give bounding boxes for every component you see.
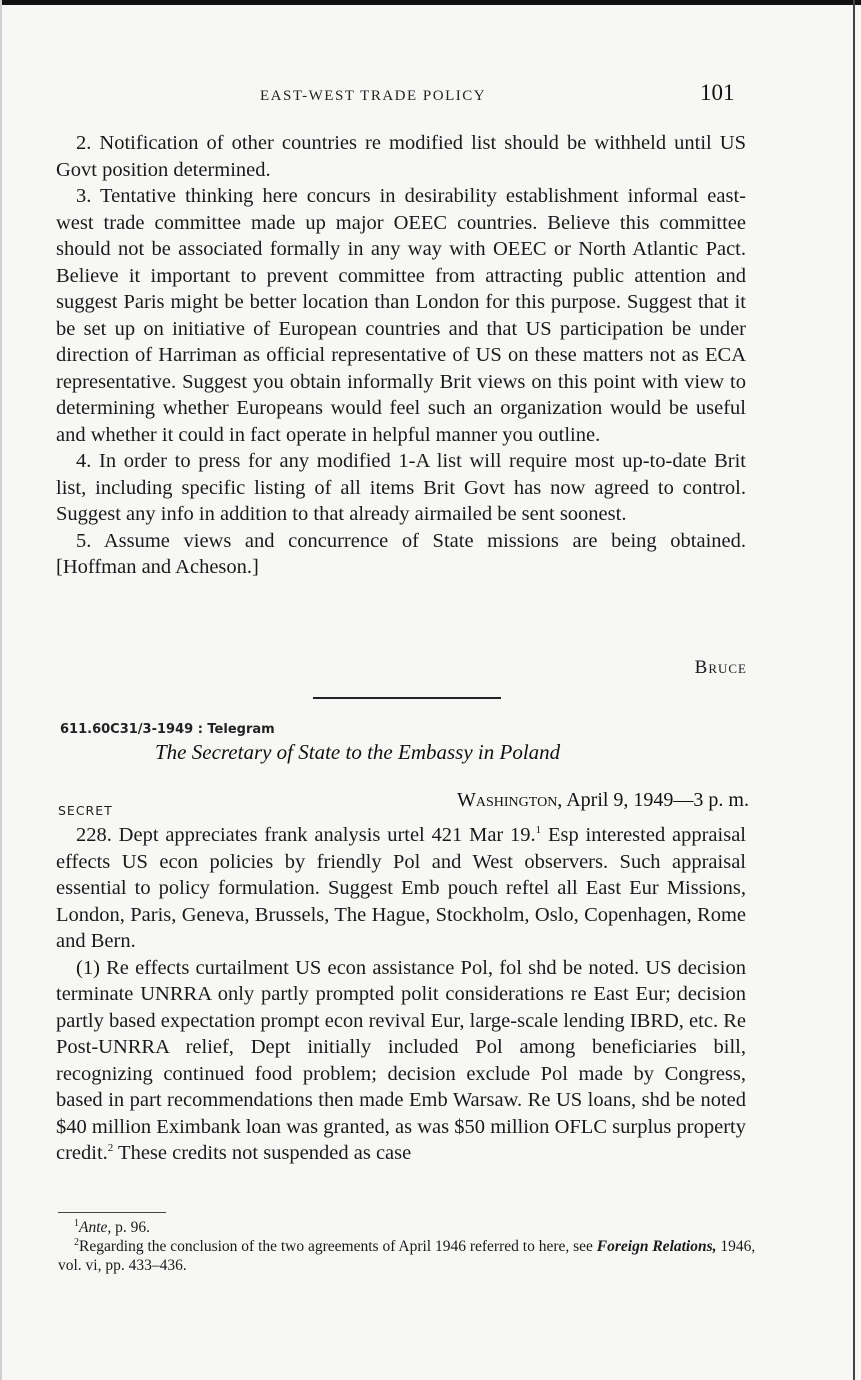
footnote-ref-1: 1 <box>535 824 542 837</box>
classification-label: SECRET <box>58 803 113 818</box>
file-reference: 611.60C31/3-1949 : Telegram <box>60 722 275 737</box>
page-top-edge <box>0 0 861 5</box>
first-document-body <box>56 130 746 581</box>
dateline-place: Washington, <box>457 789 563 811</box>
footnote-ref-2: 2 <box>107 1142 114 1155</box>
document-heading: The Secretary of State to the Embassy in Poland <box>155 740 561 764</box>
dateline <box>457 789 749 812</box>
paragraph-4: 4. In order to press for any modified 1-A list will require most up-to-date Brit list, including specific listing of all items Brit Govt has now agreed to control. Suggest any info in addition to that already airmailed be sent soonest. <box>56 450 746 525</box>
signature: Bruce <box>694 657 747 678</box>
paragraph-5: 5. Assume views and concurrence of State missions are being obtained. [Hoffman and Acheson.] <box>56 529 746 578</box>
paragraph-3: 3. Tentative thinking here concurs in desirability establishment informal east-west trade committee made up major OEEC countries. Believe this committee should not be associated formally in any way with OEEC or North Atlantic Pact. Believe it important to prevent committee from attracting public attention and suggest Paris might be better location than London for this purpose. Suggest that it be set up on initiative of European countries and that US participation be under direction of Harriman as official representative of US on these matters not as ECA representative. Suggest you obtain informally Brit views on this point with view to determining whether Europeans would feel such an organization would be useful and whether it could in fact operate in helpful manner you outline. <box>56 185 746 446</box>
footnote-2: $^2$Regarding the conclusion of the two agreements of April 1946 referred to here, see Foreign Relations, 1946, vol. vi, pp. 433–436. <box>58 1236 756 1274</box>
footnote-1: $^1$Ante, p. 96. <box>74 1217 151 1236</box>
page-left-edge <box>0 0 2 1380</box>
section-divider <box>313 697 501 699</box>
second-document-body <box>56 822 746 1167</box>
dateline-date: April 9, 1949—3 p. m. <box>566 789 749 811</box>
footnote-rule <box>58 1212 166 1213</box>
page-right-edge <box>853 0 855 1380</box>
running-head: EAST-WEST TRADE POLICY <box>260 88 487 104</box>
telegram-paragraph-1: (1) Re effects curtailment US econ assistance Pol, fol shd be noted. US decision terminate UNRRA only partly prompted polit considerations re East Eur; decision partly based expectation prompt econ revival Eur, large-scale lending IBRD, etc. Re Post-UNRRA relief, Dept initially included Pol among beneficiaries bill, recognizing continued food problem; decision exclude Pol made by Congress, based in part recommendations then made Emb Warsaw. Re US loans, shd be noted $40 million Eximbank loan was granted, as was $50 million OFLC surplus property credit.$^2$ These credits not suspended as case <box>56 956 746 1164</box>
page-number: 101 <box>700 80 735 105</box>
telegram-paragraph-228: 228. Dept appreciates frank analysis urtel 421 Mar 19.$^1$ Esp interested appraisal effects US econ policies by friendly Pol and West observers. Such appraisal essential to policy formulation. Suggest Emb pouch reftel all East Eur Missions, London, Paris, Geneva, Brussels, The Hague, Stockholm, Oslo, Copenhagen, Rome and Bern. <box>56 824 746 952</box>
paragraph-2: 2. Notification of other countries re modified list should be withheld until US Govt position determined. <box>56 132 746 181</box>
footnotes <box>58 1218 758 1275</box>
